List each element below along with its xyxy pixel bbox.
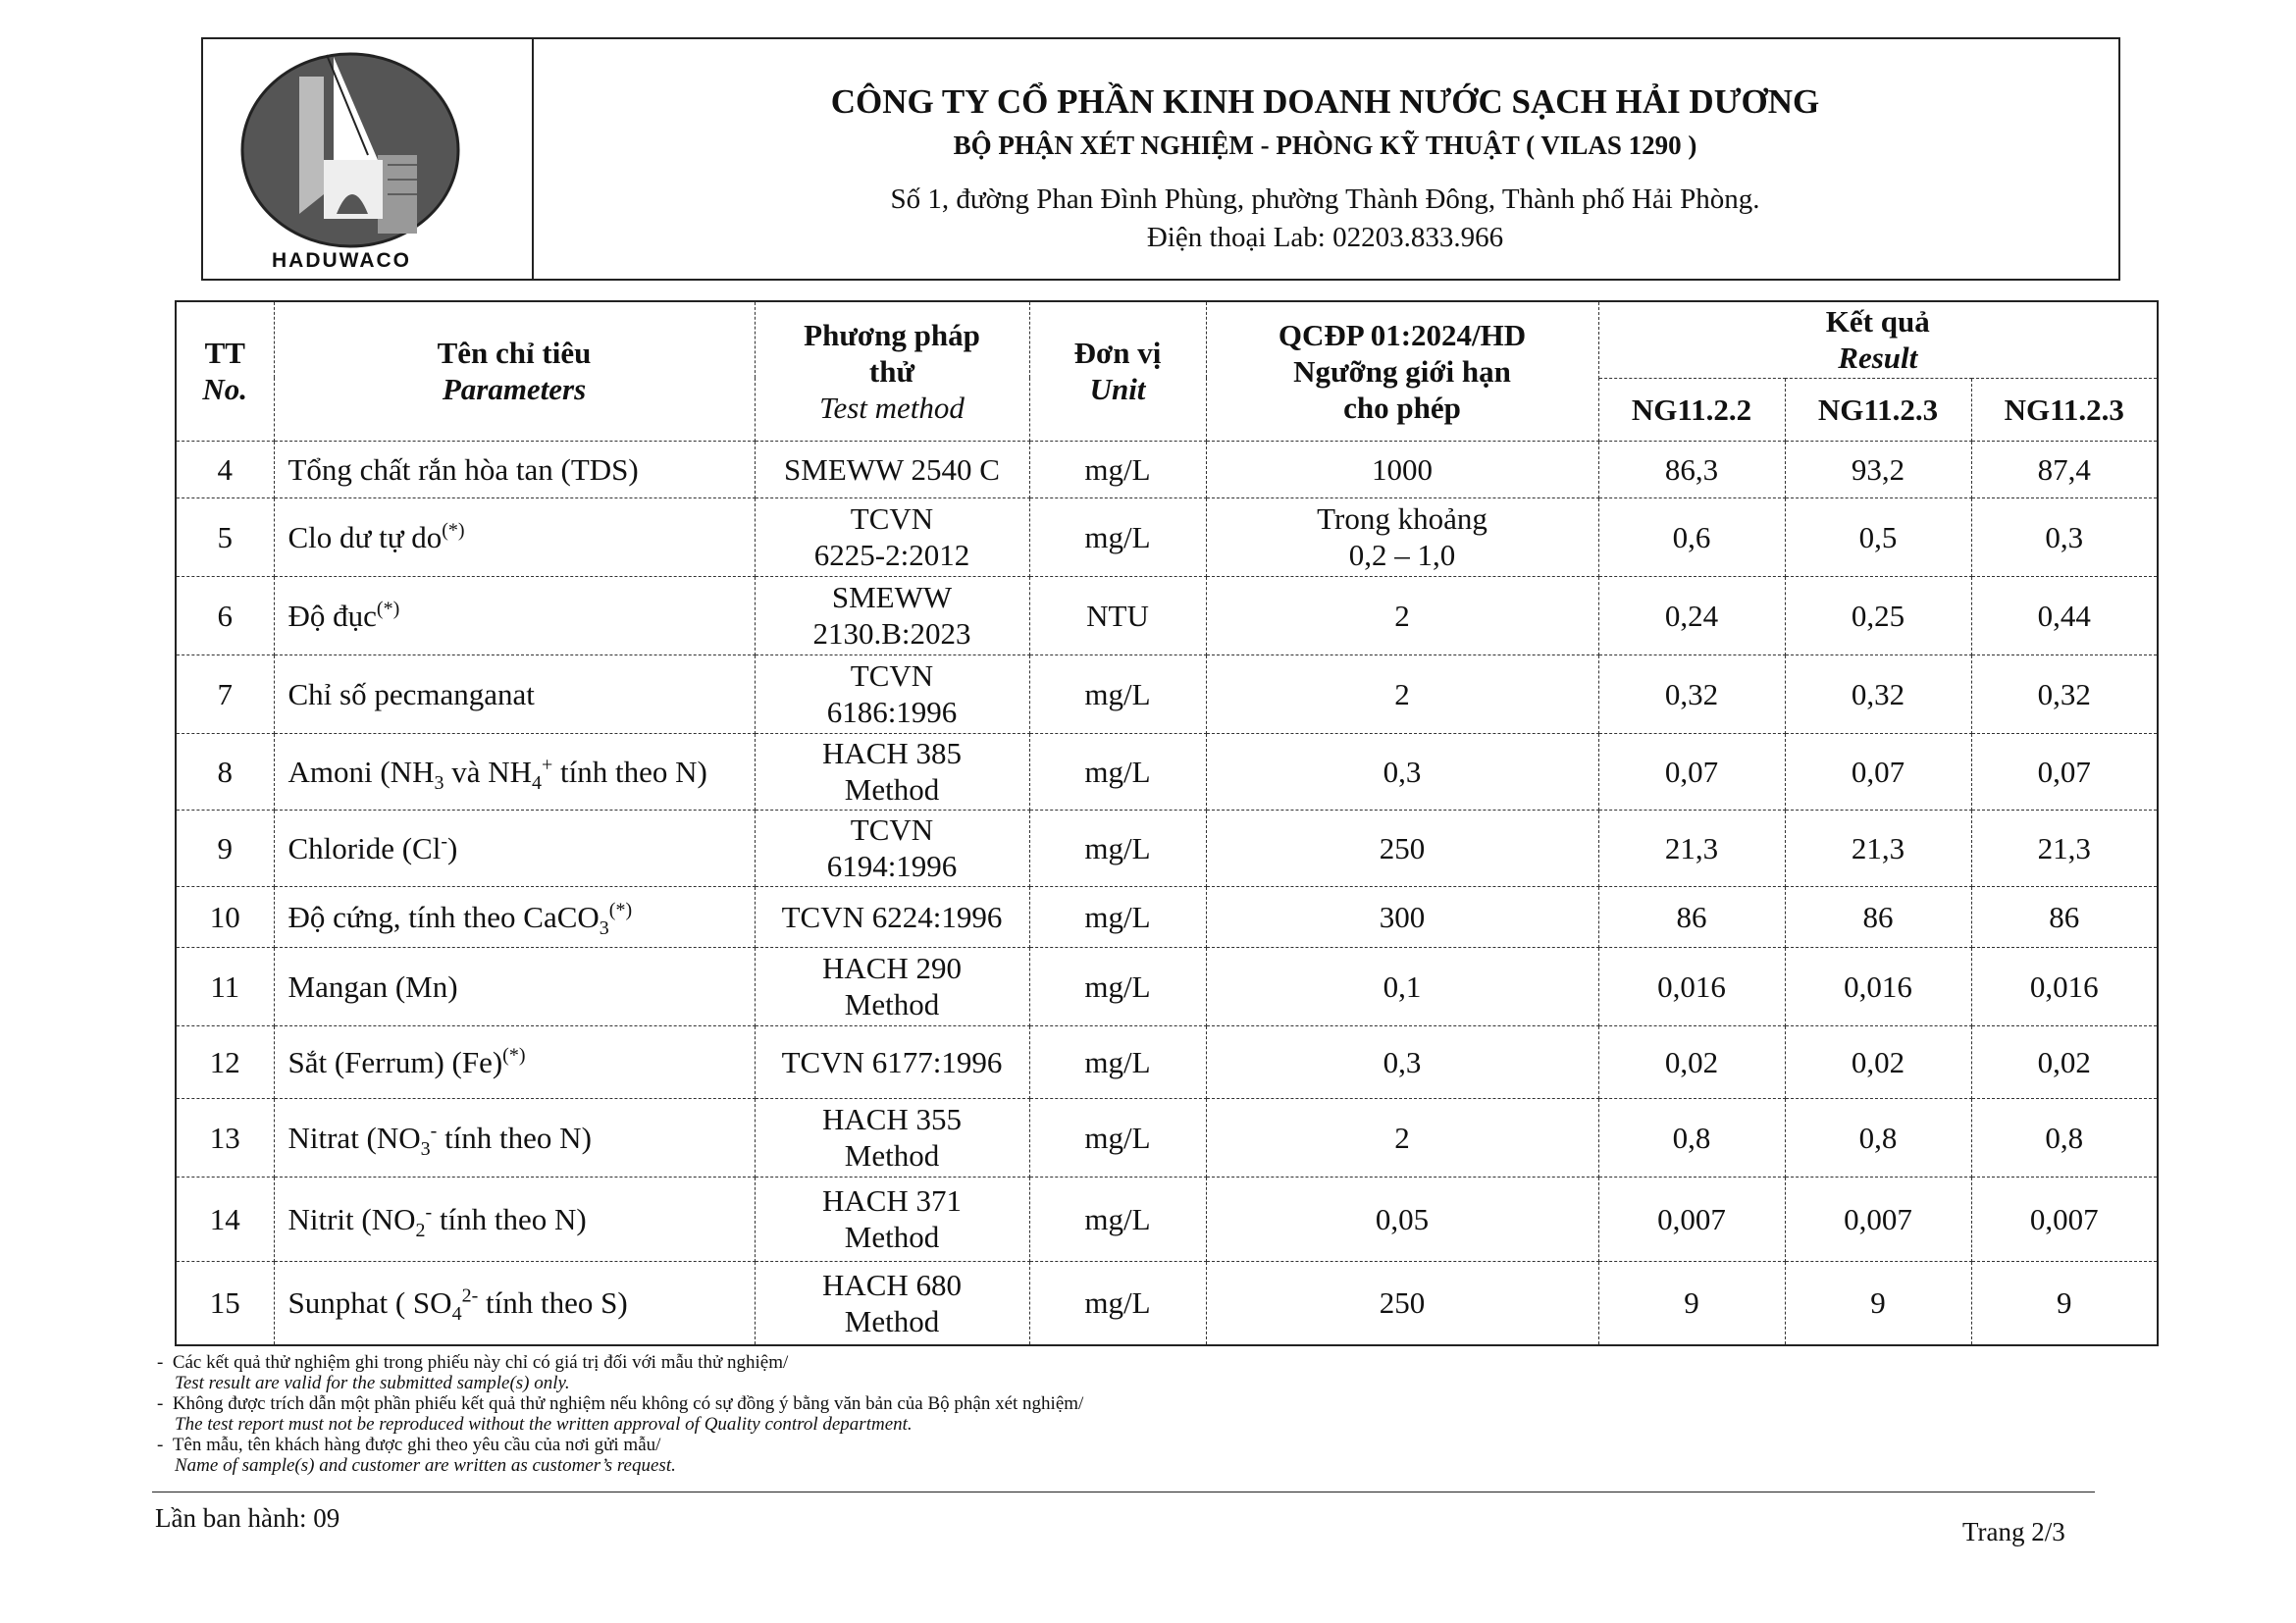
row-no: 4: [176, 441, 274, 497]
page-number: Trang 2/3: [1962, 1517, 2065, 1546]
table-row: [176, 1261, 2158, 1345]
row-no: 7: [176, 654, 274, 733]
edition-label: Lần ban hành: 09: [155, 1503, 340, 1533]
row-no: 15: [176, 1261, 274, 1345]
parameter-name: Độ cứng, tính theo CaCO$_3$(*): [274, 886, 755, 947]
test-method: TCVN 6177:1996: [755, 1025, 1029, 1098]
result-value: 0,07: [1598, 733, 1785, 810]
limit: 0,1: [1206, 947, 1598, 1025]
department-name: BỘ PHẬN XÉT NGHIỆM - PHÒNG KỸ THUẬT ( VILAS 1290 ): [953, 131, 1697, 160]
row-no: 10: [176, 886, 274, 947]
table-row: [176, 497, 2158, 576]
limit: 0,3: [1206, 733, 1598, 810]
result-value: 0,007: [1971, 1177, 2158, 1261]
limit: 2: [1206, 1098, 1598, 1177]
result-value: 9: [1785, 1261, 1971, 1345]
parameter-name: Sắt (Ferrum) (Fe)(*): [274, 1025, 755, 1098]
result-value: 86: [1785, 886, 1971, 947]
result-value: 9: [1598, 1261, 1785, 1345]
table-row: [176, 576, 2158, 654]
result-value: 0,02: [1785, 1025, 1971, 1098]
col-header-no: TT No.: [176, 301, 274, 441]
test-method: HACH 371 Method: [755, 1177, 1029, 1261]
limit: 1000: [1206, 441, 1598, 497]
note-en: The test report must not be reproduced without the written approval of Quality control department.: [175, 1414, 913, 1435]
unit: mg/L: [1029, 1098, 1206, 1177]
table-row: [176, 1177, 2158, 1261]
parameter-name: Chỉ số pecmanganat: [274, 654, 755, 733]
results-table: [175, 300, 2159, 1346]
result-value: 0,016: [1971, 947, 2158, 1025]
unit: mg/L: [1029, 1261, 1206, 1345]
parameter-name: Clo dư tự do(*): [274, 497, 755, 576]
note-vi: - Các kết quả thử nghiệm ghi trong phiếu này chỉ có giá trị đối với mẫu thử nghiệm/: [157, 1352, 789, 1373]
col-header-sample: NG11.2.2: [1598, 378, 1785, 441]
unit: mg/L: [1029, 810, 1206, 886]
unit: mg/L: [1029, 497, 1206, 576]
report-header: [201, 37, 2120, 281]
table-row: [176, 654, 2158, 733]
result-value: 0,8: [1785, 1098, 1971, 1177]
unit: mg/L: [1029, 947, 1206, 1025]
result-value: 0,32: [1971, 654, 2158, 733]
row-no: 14: [176, 1177, 274, 1261]
unit: mg/L: [1029, 654, 1206, 733]
test-method: HACH 355 Method: [755, 1098, 1029, 1177]
parameter-name: Chloride (Cl-): [274, 810, 755, 886]
result-value: 93,2: [1785, 441, 1971, 497]
unit: mg/L: [1029, 733, 1206, 810]
result-value: 86: [1971, 886, 2158, 947]
unit: mg/L: [1029, 441, 1206, 497]
result-value: 0,07: [1971, 733, 2158, 810]
result-value: 0,016: [1598, 947, 1785, 1025]
company-name: CÔNG TY CỔ PHẦN KINH DOANH NƯỚC SẠCH HẢI DƯƠNG: [830, 82, 1820, 121]
result-value: 21,3: [1785, 810, 1971, 886]
parameter-name: Nitrat ($NO_3^-$ tính theo N): [274, 1098, 755, 1177]
result-value: 0,007: [1785, 1177, 1971, 1261]
note-vi: - Tên mẫu, tên khách hàng được ghi theo yêu cầu của nơi gửi mẫu/: [157, 1435, 661, 1455]
result-value: 21,3: [1598, 810, 1785, 886]
result-value: 0,44: [1971, 576, 2158, 654]
result-value: 0,6: [1598, 497, 1785, 576]
table-row: [176, 947, 2158, 1025]
row-no: 9: [176, 810, 274, 886]
note-vi: - Không được trích dẫn một phần phiếu kết quả thử nghiệm nếu không có sự đồng ý bằng văn bản của Bộ phận xét nghiệm/: [157, 1393, 1084, 1414]
test-method: TCVN 6194:1996: [755, 810, 1029, 886]
row-no: 8: [176, 733, 274, 810]
haduwaco-logo: [231, 47, 471, 248]
table-row: [176, 810, 2158, 886]
test-method: HACH 290 Method: [755, 947, 1029, 1025]
footnotes: [157, 1352, 1083, 1476]
result-value: 0,007: [1598, 1177, 1785, 1261]
test-method: HACH 385 Method: [755, 733, 1029, 810]
limit: Trong khoảng 0,2 – 1,0: [1206, 497, 1598, 576]
address: Số 1, đường Phan Đình Phùng, phường Thành Đông, Thành phố Hải Phòng.: [890, 183, 1760, 215]
result-value: 0,02: [1598, 1025, 1785, 1098]
test-method: TCVN 6225-2:2012: [755, 497, 1029, 576]
logo-cell: [203, 39, 534, 279]
result-value: 0,8: [1598, 1098, 1785, 1177]
parameter-name: Amoni ($NH_3$ và $NH_4^+$ tính theo N): [274, 733, 755, 810]
result-value: 9: [1971, 1261, 2158, 1345]
result-value: 0,32: [1785, 654, 1971, 733]
result-value: 0,3: [1971, 497, 2158, 576]
row-no: 6: [176, 576, 274, 654]
col-header-sample: NG11.2.3: [1971, 378, 2158, 441]
test-method: SMEWW 2540 C: [755, 441, 1029, 497]
parameter-name: Độ đục(*): [274, 576, 755, 654]
result-value: 0,25: [1785, 576, 1971, 654]
limit: 0,05: [1206, 1177, 1598, 1261]
table-row: [176, 1098, 2158, 1177]
limit: 250: [1206, 1261, 1598, 1345]
result-value: 0,32: [1598, 654, 1785, 733]
table-row: [176, 733, 2158, 810]
parameter-name: Tổng chất rắn hòa tan (TDS): [274, 441, 755, 497]
result-value: 0,8: [1971, 1098, 2158, 1177]
col-header-sample: NG11.2.3: [1785, 378, 1971, 441]
phone: Điện thoại Lab: 02203.833.966: [1146, 222, 1504, 253]
parameter-name: Nitrit ($NO_2^-$ tính theo N): [274, 1177, 755, 1261]
col-header-unit: Đơn vị Unit: [1029, 301, 1206, 441]
header-row: [176, 301, 2158, 378]
result-value: 0,5: [1785, 497, 1971, 576]
row-no: 13: [176, 1098, 274, 1177]
limit: 250: [1206, 810, 1598, 886]
limit: 300: [1206, 886, 1598, 947]
result-value: 0,07: [1785, 733, 1971, 810]
logo-label: HADUWACO: [272, 249, 411, 272]
table-row: [176, 886, 2158, 947]
test-method: HACH 680 Method: [755, 1261, 1029, 1345]
parameter-name: Mangan (Mn): [274, 947, 755, 1025]
note-en: Test result are valid for the submitted sample(s) only.: [175, 1373, 570, 1393]
col-header-parameter: Tên chỉ tiêu Parameters: [274, 301, 755, 441]
result-value: 0,016: [1785, 947, 1971, 1025]
unit: NTU: [1029, 576, 1206, 654]
result-value: 21,3: [1971, 810, 2158, 886]
col-header-method: Phương pháp thử Test method: [755, 301, 1029, 441]
result-value: 0,02: [1971, 1025, 2158, 1098]
row-no: 11: [176, 947, 274, 1025]
limit: 0,3: [1206, 1025, 1598, 1098]
unit: mg/L: [1029, 1025, 1206, 1098]
note-en: Name of sample(s) and customer are written as customer’s request.: [175, 1455, 676, 1476]
limit: 2: [1206, 576, 1598, 654]
row-no: 12: [176, 1025, 274, 1098]
unit: mg/L: [1029, 886, 1206, 947]
result-value: 86: [1598, 886, 1785, 947]
result-value: 0,24: [1598, 576, 1785, 654]
table-row: [176, 1025, 2158, 1098]
results-table-wrapper: [175, 300, 2159, 1346]
parameter-name: Sunphat ( $SO_4^{2-}$ tính theo S): [274, 1261, 755, 1345]
row-no: 5: [176, 497, 274, 576]
test-method: TCVN 6224:1996: [755, 886, 1029, 947]
col-header-limit: QCĐP 01:2024/HD Ngưỡng giới hạn cho phép: [1206, 301, 1598, 441]
col-header-result: Kết quả Result: [1598, 301, 2158, 378]
unit: mg/L: [1029, 1177, 1206, 1261]
result-value: 86,3: [1598, 441, 1785, 497]
test-method: TCVN 6186:1996: [755, 654, 1029, 733]
table-row: [176, 441, 2158, 497]
limit: 2: [1206, 654, 1598, 733]
result-value: 87,4: [1971, 441, 2158, 497]
test-method: SMEWW 2130.B:2023: [755, 576, 1029, 654]
